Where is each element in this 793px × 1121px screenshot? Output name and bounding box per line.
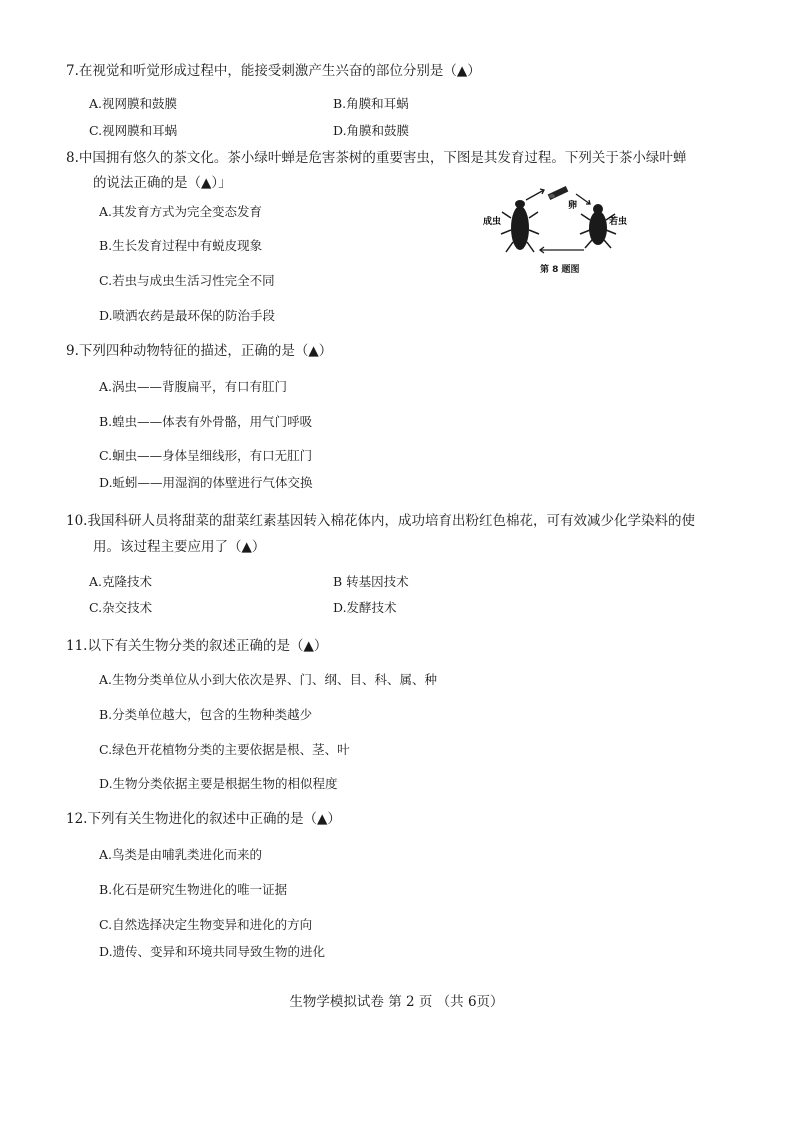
q10-option-b: B 转基因技术 (333, 574, 409, 589)
lifecycle-arrows (526, 189, 590, 253)
q12-option-d: D.遗传、变异和环境共同导致生物的进化 (99, 944, 326, 959)
adult-insect-illustration (501, 200, 539, 252)
q9-option-c: C.蛔虫——身体呈细线形，有口无肛门 (99, 448, 313, 463)
egg-illustration (548, 186, 569, 200)
q7-stem: 7.在视觉和听觉形成过程中，能接受刺激产生兴奋的部位分别是（▲） (66, 63, 481, 79)
q12-option-a: A.鸟类是由哺乳类进化而来的 (99, 847, 263, 862)
q7-option-a: A.视网膜和鼓膜 (89, 96, 178, 111)
q8-stem-line-1: 8.中国拥有悠久的茶文化。茶小绿叶蝉是危害茶树的重要害虫，下图是其发育过程。下列关于茶小绿叶蝉 (66, 150, 687, 166)
q10-option-c: C.杂交技术 (89, 600, 153, 615)
q7-option-b: B.角膜和耳蜗 (333, 96, 409, 111)
q8-option-a: A.其发育方式为完全变态发育 (99, 204, 263, 219)
q9-option-a: A.涡虫——背腹扁平，有口有肛门 (99, 379, 288, 394)
label-nymph: 若虫 (609, 217, 628, 227)
q11-option-d: D.生物分类依据主要是根据生物的相似程度 (99, 776, 338, 791)
label-adult: 成虫 (483, 217, 502, 227)
figure-caption: 第 8 题图 (540, 265, 580, 275)
q8-option-d: D.喷洒农药是最环保的防治手段 (99, 308, 276, 323)
q7-option-c: C.视网膜和耳蜗 (89, 123, 178, 138)
q10-option-d: D.发酵技术 (333, 600, 397, 615)
q10-stem-line-2: 用。该过程主要应用了（▲） (93, 539, 266, 555)
q11-option-b: B.分类单位越大，包含的生物种类越少 (99, 707, 313, 722)
q11-option-a: A.生物分类单位从小到大依次是界、门、纲、目、科、属、种 (99, 672, 438, 687)
q9-stem: 9.下列四种动物特征的描述，正确的是（▲） (66, 343, 333, 359)
q7-option-d: D.角膜和鼓膜 (333, 123, 410, 138)
q8-option-b: B.生长发育过程中有蜕皮现象 (99, 238, 263, 253)
q12-option-c: C.自然选择决定生物变异和进化的方向 (99, 917, 313, 932)
q8-stem-line-2: 的说法正确的是（▲）」 (93, 175, 232, 191)
q10-option-a: A.克隆技术 (89, 574, 153, 589)
q8-option-c: C.若虫与成虫生活习性完全不同 (99, 273, 275, 288)
q12-option-b: B.化石是研究生物进化的唯一证据 (99, 882, 288, 897)
label-egg: 卵 (568, 201, 578, 211)
q11-stem: 11.以下有关生物分类的叙述正确的是（▲） (66, 638, 328, 654)
q12-stem: 12.下列有关生物进化的叙述中正确的是（▲） (66, 811, 341, 827)
q9-option-b: B.蝗虫——体表有外骨骼，用气门呼吸 (99, 414, 313, 429)
page-footer: 生物学模拟试卷 第 2 页 （共 6页） (289, 994, 504, 1010)
q11-option-c: C.绿色开花植物分类的主要依据是根、茎、叶 (99, 742, 350, 757)
q9-option-d: D.蚯蚓——用湿润的体壁进行气体交换 (99, 475, 313, 490)
q10-stem-line-1: 10.我国科研人员将甜菜的甜菜红素基因转入棉花体内，成功培育出粉红色棉花，可有效减少化学染料的使 (66, 513, 695, 529)
